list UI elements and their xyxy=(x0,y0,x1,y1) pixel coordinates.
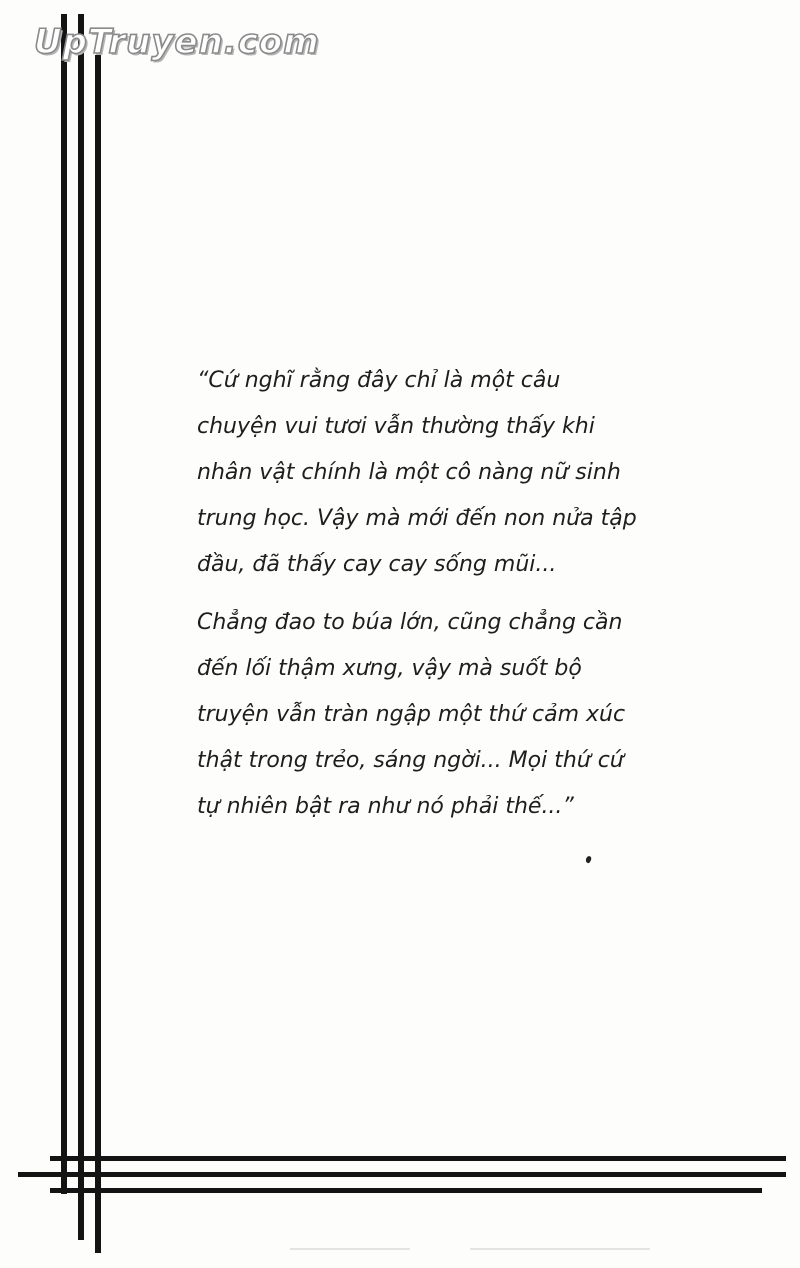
frame-horizontal-line-2 xyxy=(18,1172,786,1177)
scan-smudge-1 xyxy=(290,1248,410,1250)
review-quote xyxy=(197,358,717,842)
frame-vertical-line-2 xyxy=(78,14,84,1240)
ink-speck xyxy=(585,855,592,863)
quote-paragraph-1: “Cứ nghĩ rằng đây chỉ là một câu chuyện vui tươi vẫn thường thấy khi nhân vật chính là một cô nàng nữ sinh trung học. Vậy mà mới đến non nửa tập đầu, đã thấy cay cay sống mũi... xyxy=(197,368,637,577)
frame-horizontal-line-1 xyxy=(50,1156,786,1161)
scan-smudge-2 xyxy=(470,1248,650,1250)
quote-paragraph-2: Chẳng đao to búa lớn, cũng chẳng cần đến lối thậm xưng, vậy mà suốt bộ truyện vẫn tràn ngập một thứ cảm xúc thật trong trẻo, sáng ngời... Mọi thứ cứ tự nhiên bật ra như nó phải thế...” xyxy=(197,610,626,819)
watermark-logo: UpTruyen.com xyxy=(34,22,320,62)
frame-vertical-line-1 xyxy=(61,14,67,1194)
frame-vertical-line-3 xyxy=(95,55,101,1253)
frame-horizontal-line-3 xyxy=(50,1188,762,1193)
